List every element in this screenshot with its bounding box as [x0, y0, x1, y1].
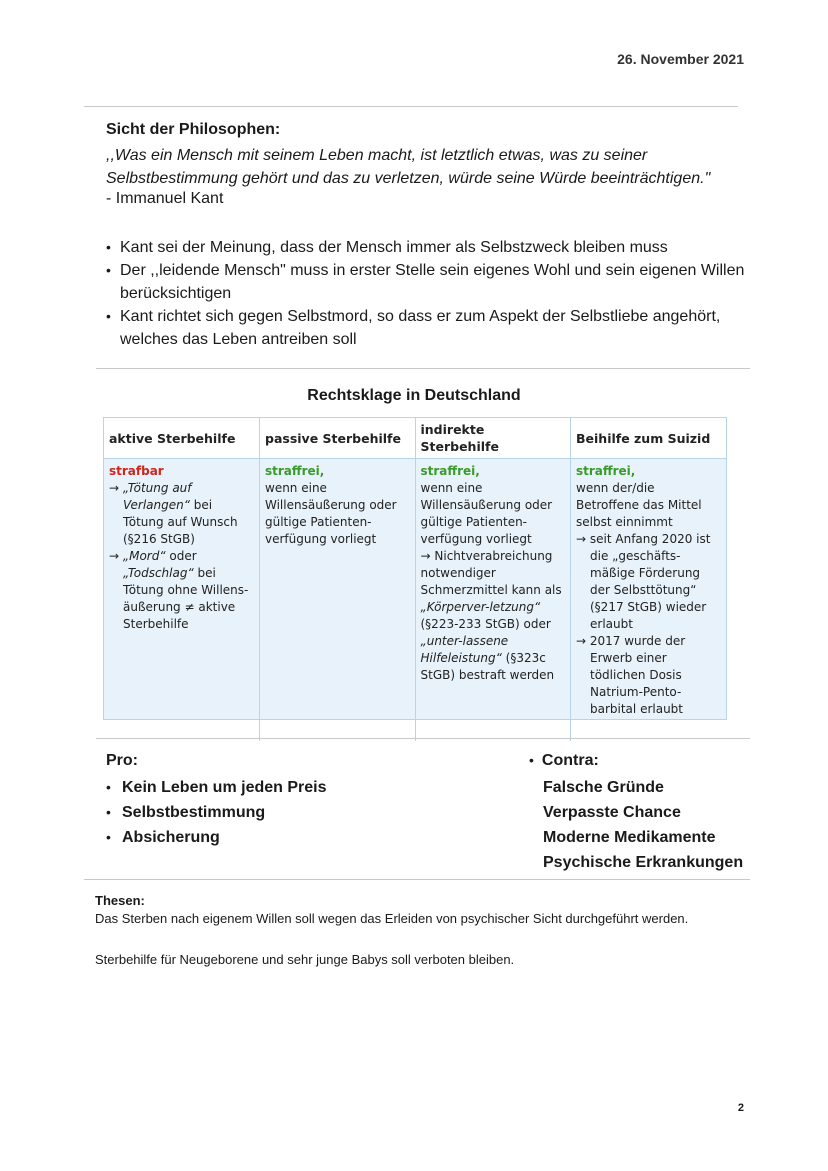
list-item: • Absicherung	[106, 825, 327, 850]
arrow-icon: →	[109, 549, 120, 563]
cell-text: bei Tötung ohne Willens-äußerung ≠ aktive Sterbehilfe	[123, 566, 249, 631]
list-item: Psychische Erkrankungen	[543, 854, 744, 871]
status-straffrei: straffrei,	[265, 464, 325, 478]
status-strafbar: strafbar	[109, 464, 164, 478]
contra-heading	[529, 752, 599, 770]
cell-text: (§323c StGB) bestraft werden	[420, 651, 555, 682]
list-item: • Kant richtet sich gegen Selbstmord, so dass er zum Aspekt der Selbstliebe angehört, welches das Leben antreiben soll	[106, 305, 746, 351]
cell-text: oder	[165, 549, 197, 563]
cell-paragraph	[109, 480, 254, 548]
table-header: indirekte Sterbehilfe	[415, 418, 571, 459]
pro-list	[106, 775, 327, 850]
kant-bullet-list	[106, 236, 746, 351]
divider	[84, 879, 750, 880]
thesen-heading: Thesen:	[95, 893, 145, 908]
arrow-icon: →	[576, 634, 587, 648]
thesis-item: Das Sterben nach eigenem Willen soll wegen das Erleiden von psychischer Sicht durchgeführt werden.	[95, 911, 689, 926]
table-title: Rechtsklage in Deutschland	[307, 387, 521, 404]
cell-paragraph	[421, 548, 566, 684]
list-item: Moderne Medikamente	[543, 829, 716, 846]
cell-text: wenn eine Willensäußerung oder gültige Patienten-verfügung vorliegt	[265, 481, 397, 546]
italic-term: „Körperver-letzung“	[420, 600, 541, 614]
table-header: passive Sterbehilfe	[260, 418, 416, 459]
list-item: • Der ,,leidende Mensch" muss in erster Stelle sein eigenes Wohl und sein eigenen Willen berücksichtigen	[106, 259, 746, 305]
divider	[84, 106, 738, 107]
cell-paragraph	[576, 531, 721, 633]
cell-text: 2017 wurde der Erwerb einer tödlichen Dosis Natrium-Pento-barbital erlaubt	[589, 634, 686, 716]
kant-quote: ,,Was ein Mensch mit seinem Leben macht, ist letztlich etwas, was zu seiner Selbstbestimmung gehört und das zu verletzen, würde seine Würde beeinträchtigen."	[106, 147, 711, 187]
cell-text: (§223-233 StGB) oder	[420, 617, 551, 631]
list-item: • Kein Leben um jeden Preis	[106, 775, 327, 800]
arrow-icon: →	[420, 549, 431, 563]
status-straffrei: straffrei,	[420, 464, 480, 478]
divider	[96, 368, 750, 369]
list-item: Falsche Gründe	[543, 779, 664, 796]
cell-text: bei Tötung auf Wunsch (§216 StGB)	[123, 498, 238, 546]
law-table	[104, 418, 726, 741]
pro-heading: Pro:	[106, 752, 138, 769]
cell-text: wenn der/die Betroffene das Mittel selbst einnimmt	[576, 481, 702, 529]
table-cell-passive	[260, 459, 416, 742]
thesis-item: Sterbehilfe für Neugeborene und sehr junge Babys soll verboten bleiben.	[95, 952, 515, 967]
cell-text: Nichtverabreichung notwendiger Schmerzmittel kann als	[420, 549, 562, 597]
table-cell-indirekte	[415, 459, 571, 742]
philosophers-heading: Sicht der Philosophen:	[106, 121, 281, 138]
cell-text: wenn eine Willensäußerung oder gültige Patienten-verfügung vorliegt	[420, 481, 553, 546]
cell-paragraph	[576, 633, 721, 718]
law-table-image	[103, 417, 727, 720]
page-number: 2	[737, 1102, 744, 1114]
divider	[96, 738, 750, 739]
contra-list	[543, 775, 743, 875]
status-straffrei: straffrei,	[576, 464, 636, 478]
italic-term: „unter-lassene Hilfeleistung“	[420, 634, 509, 665]
table-cell-aktive	[104, 459, 260, 742]
quote-author: - Immanuel Kant	[106, 190, 224, 207]
cell-text: seit Anfang 2020 ist die „geschäfts-mäßige Förderung der Selbsttötung“ (§217 StGB) wieder erlaubt	[589, 532, 711, 631]
bullet-icon: •	[529, 752, 534, 768]
list-item: • Selbstbestimmung	[106, 800, 327, 825]
arrow-icon: →	[576, 532, 587, 546]
cell-paragraph	[109, 548, 254, 633]
list-item: • Kant sei der Meinung, dass der Mensch immer als Selbstzweck bleiben muss	[106, 236, 746, 259]
document-date: 26. November 2021	[617, 51, 744, 67]
italic-term: „Todschlag“	[123, 566, 194, 580]
italic-term: „Mord“	[122, 549, 166, 563]
list-item: Verpasste Chance	[543, 804, 681, 821]
italic-term: „Tötung auf Verlangen“	[122, 481, 192, 512]
arrow-icon: →	[109, 481, 120, 495]
table-header: aktive Sterbehilfe	[104, 418, 260, 459]
table-header: Beihilfe zum Suizid	[571, 418, 727, 459]
contra-heading-label: Contra:	[541, 752, 599, 769]
table-cell-suizid	[571, 459, 727, 742]
